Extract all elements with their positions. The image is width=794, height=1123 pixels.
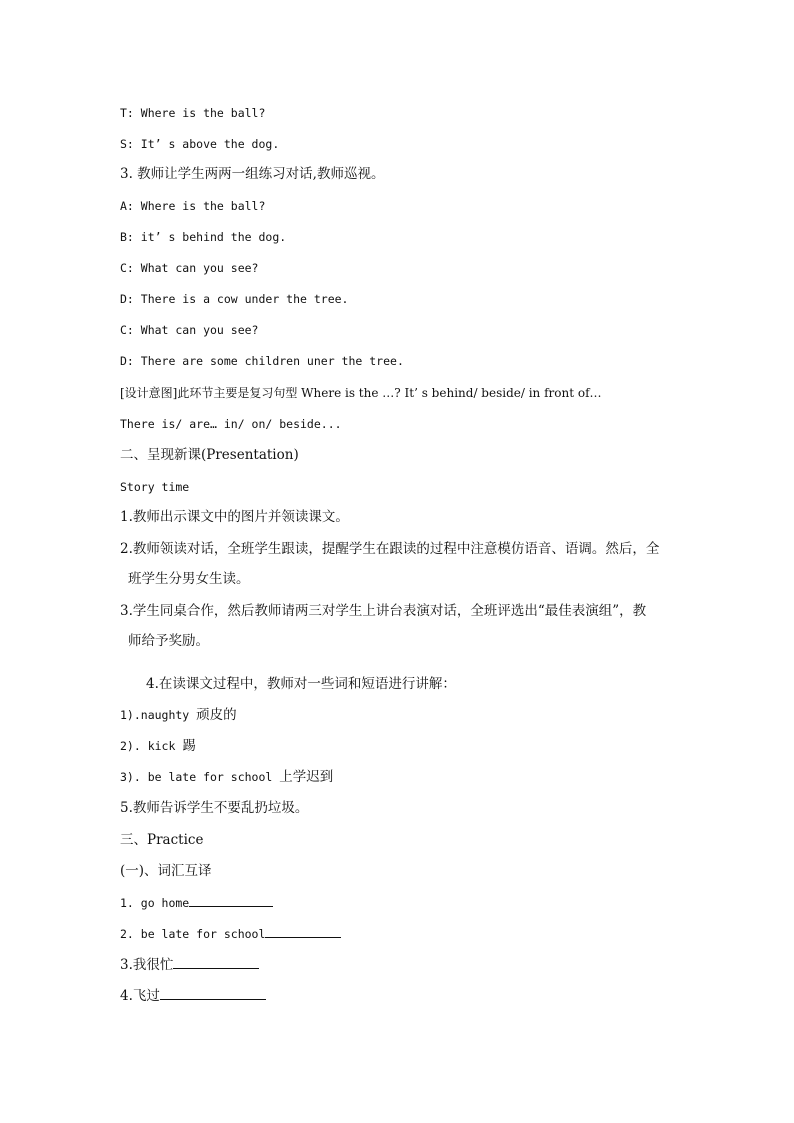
design-intent-line-2: There is/ are… in/ on/ beside... xyxy=(120,417,342,431)
new-lesson-step-5: 5.教师告诉学生不要乱扔垃圾。 xyxy=(120,800,309,816)
exercise-item-1 xyxy=(120,894,273,911)
dialogue-line-c2: C: What can you see? xyxy=(120,323,259,337)
new-lesson-step-1: 1.教师出示课文中的图片并领读课文。 xyxy=(120,509,349,525)
exercise-item-3-prompt: 3.我很忙 xyxy=(120,957,174,973)
dialogue-line-teacher: T: Where is the ball? xyxy=(120,106,266,120)
exercise-heading: (一)、词汇互译 xyxy=(120,863,212,879)
dialogue-line-d1: D: There is a cow under the tree. xyxy=(120,292,349,306)
vocab-item-1-zh: 顽皮的 xyxy=(196,707,237,723)
exercise-item-2-prompt: 2. be late for school xyxy=(120,927,266,941)
exercise-item-4-prompt: 4.飞过 xyxy=(120,988,160,1004)
answer-blank-3[interactable] xyxy=(173,956,259,969)
vocab-item-2-en: 2). kick xyxy=(120,739,183,753)
answer-blank-1[interactable] xyxy=(189,894,273,907)
new-lesson-step-3-line-1: 3.学生同桌合作，然后教师请两三对学生上讲台表演对话，全班评选出“最佳表演组”，教 xyxy=(120,603,647,619)
step-3-instruction: 3. 教师让学生两两一组练习对话,教师巡视。 xyxy=(120,166,385,182)
vocab-item-3-zh: 上学迟到 xyxy=(279,769,334,785)
new-lesson-step-4: 4.在读课文过程中，教师对一些词和短语进行讲解： xyxy=(146,676,456,692)
exercise-item-1-prompt: 1. go home xyxy=(120,896,190,910)
exercise-item-4 xyxy=(120,987,266,1004)
answer-blank-2[interactable] xyxy=(265,925,341,938)
new-lesson-step-2 xyxy=(120,541,659,557)
new-lesson-step-2-line-1: 2.教师领读对话，全班学生跟读，提醒学生在跟读的过程中注意模仿语音、语调。然后，全 xyxy=(120,541,660,557)
vocab-item-1-en: 1).naughty xyxy=(120,708,197,722)
dialogue-line-c1: C: What can you see? xyxy=(120,261,259,275)
section-3-heading: 三、Practice xyxy=(120,832,204,848)
vocab-item-1 xyxy=(120,707,237,723)
new-lesson-step-3-line-2: 师给予奖励。 xyxy=(128,633,209,649)
design-intent-line-1: [设计意图]此环节主要是复习句型 Where is the …? It’ s behind/ beside/ in front of… xyxy=(120,386,602,400)
dialogue-line-a: A: Where is the ball? xyxy=(120,199,266,213)
vocab-item-3 xyxy=(120,769,333,785)
story-time-label: Story time xyxy=(120,480,190,494)
dialogue-line-student: S: It’ s above the dog. xyxy=(120,137,280,151)
exercise-item-2 xyxy=(120,925,341,942)
vocab-item-3-en: 3). be late for school xyxy=(120,770,280,784)
new-lesson-step-2-line-2: 班学生分男女生读。 xyxy=(128,571,250,587)
section-2-heading: 二、呈现新课(Presentation) xyxy=(120,447,299,463)
exercise-item-3 xyxy=(120,956,259,973)
dialogue-line-d2: D: There are some children uner the tree. xyxy=(120,354,404,368)
answer-blank-4[interactable] xyxy=(160,987,266,1000)
vocab-item-2-zh: 踢 xyxy=(182,738,196,754)
dialogue-line-b: B: it’ s behind the dog. xyxy=(120,230,287,244)
vocab-item-2 xyxy=(120,738,196,754)
